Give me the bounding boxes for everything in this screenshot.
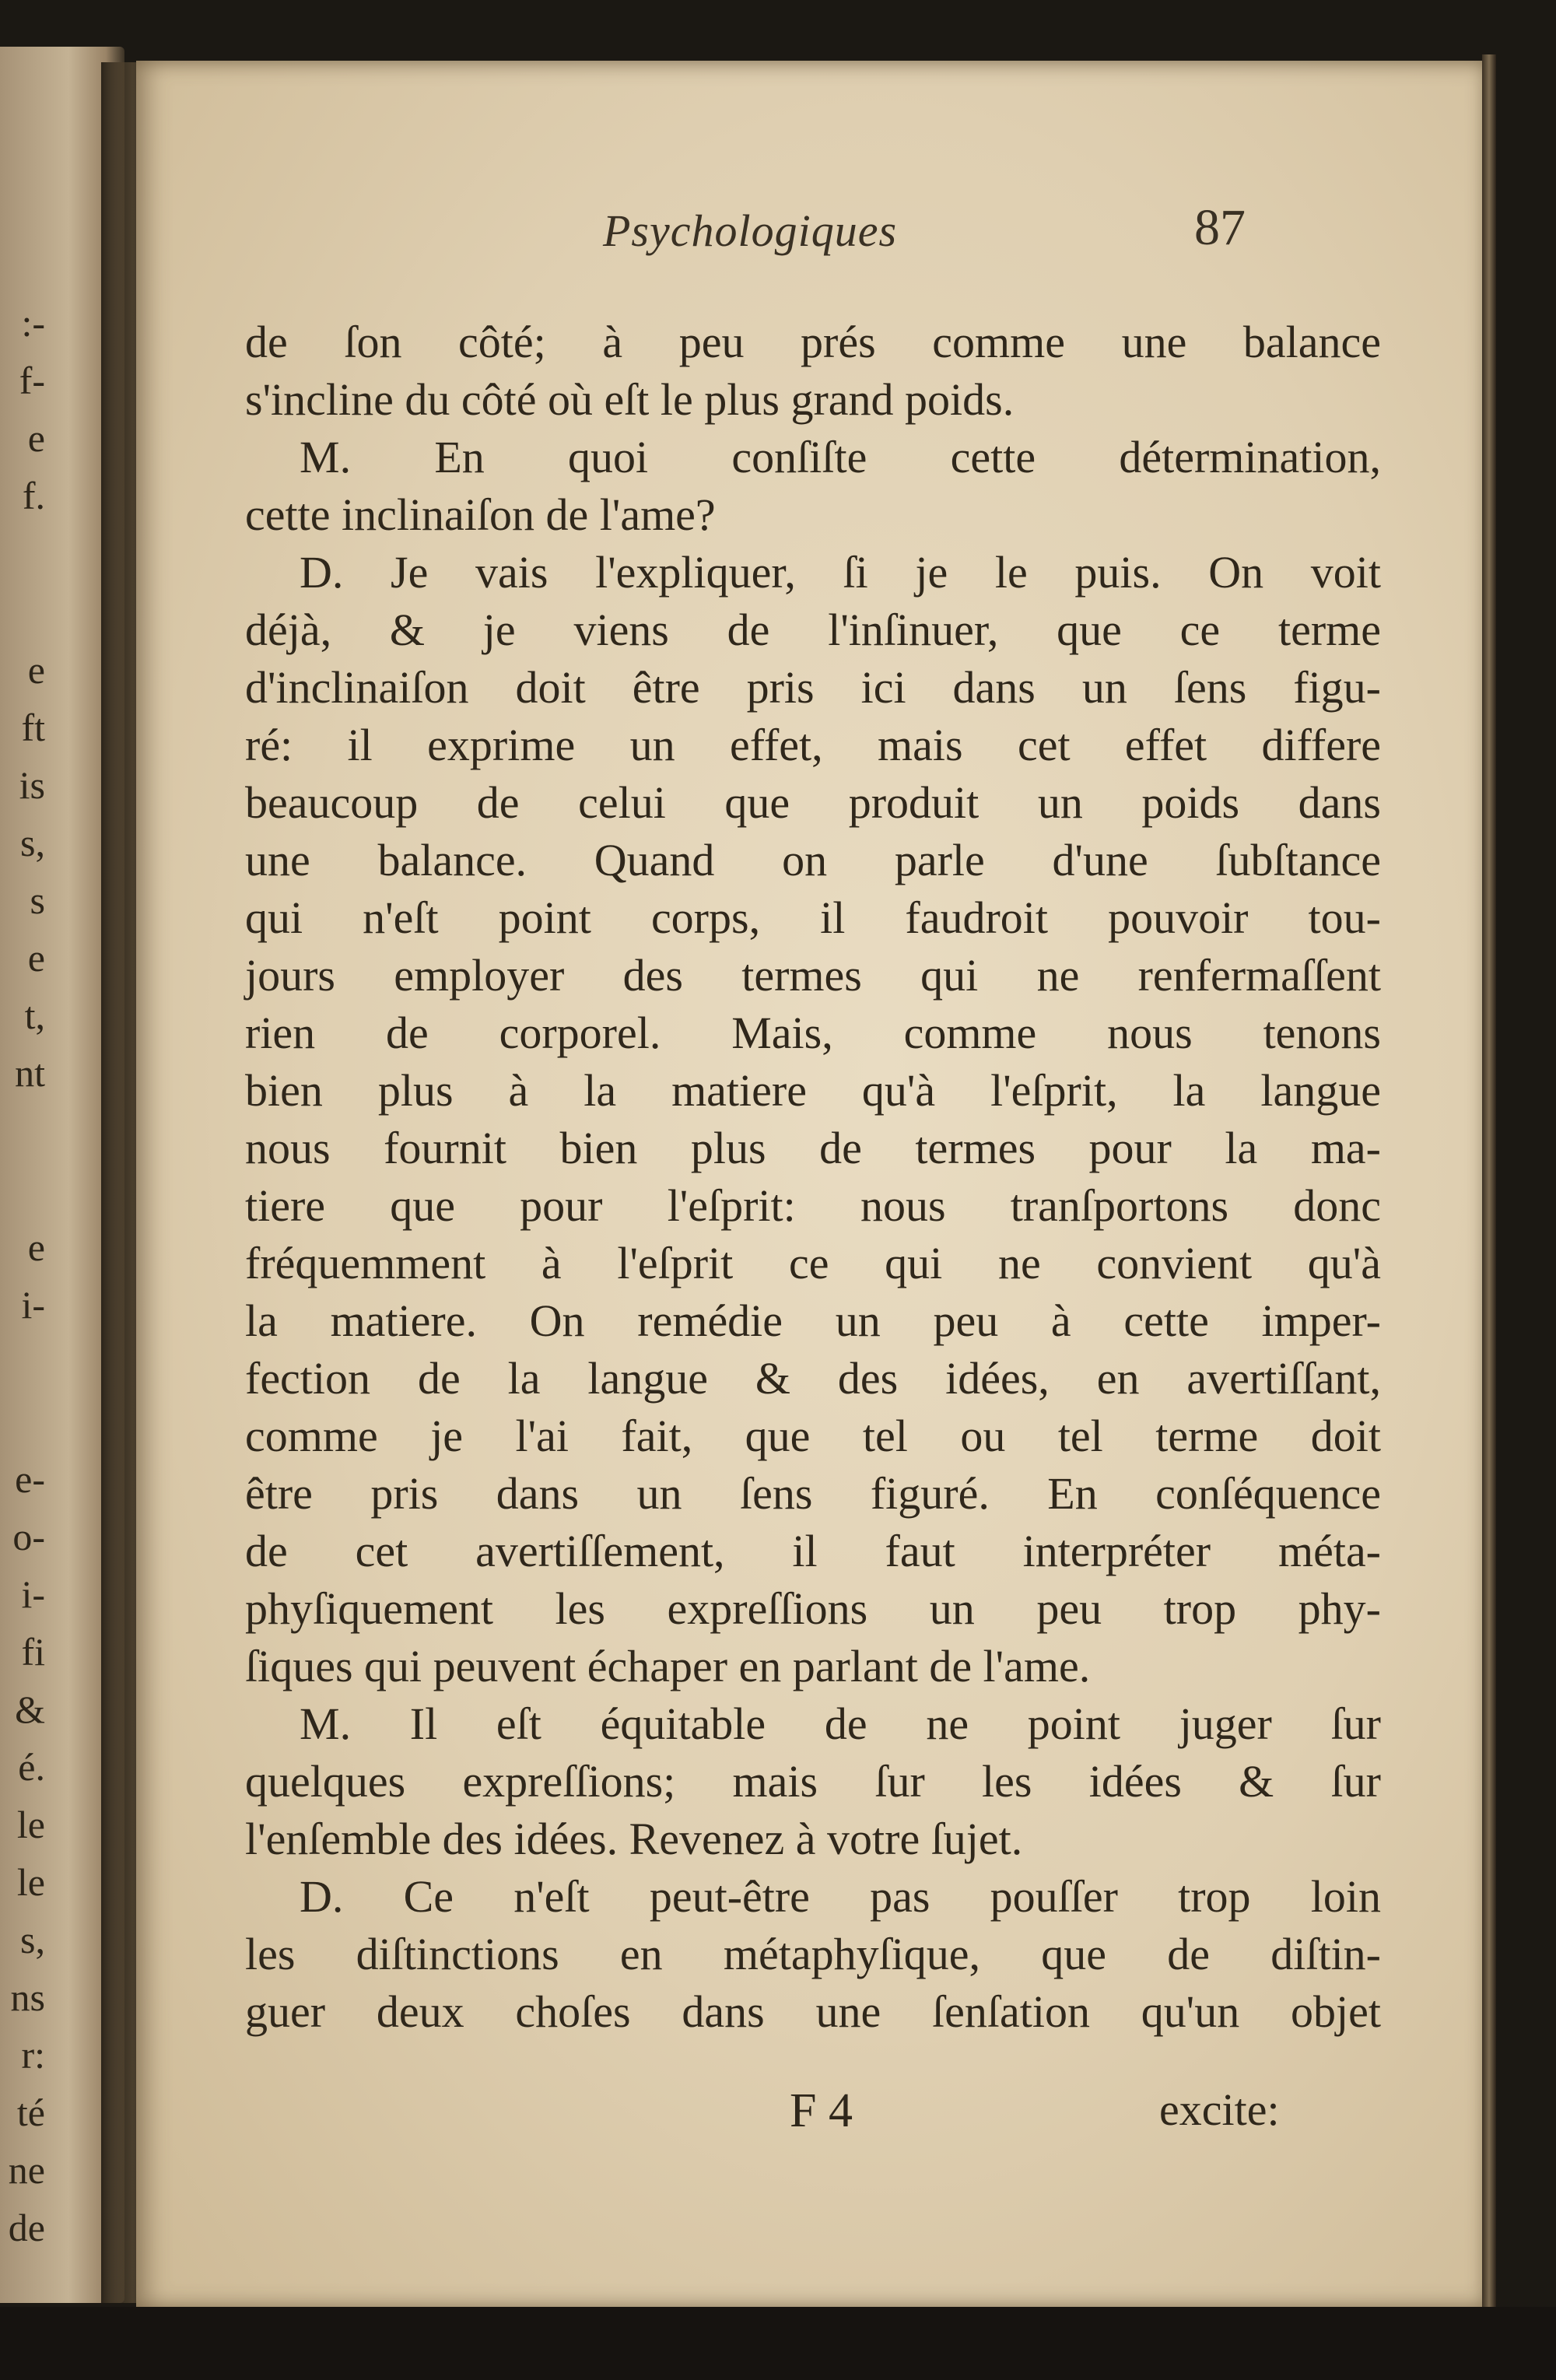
left-page-fragment: s,	[20, 821, 45, 864]
left-page-fragment: nt	[15, 1051, 45, 1095]
text-line: ré: il exprime un effet, mais cet effet differe	[245, 720, 1381, 770]
left-page-fragment: e	[27, 936, 45, 980]
text-line: nous fournit bien plus de termes pour la ma-	[245, 1123, 1381, 1173]
text-line: guer deux choſes dans une ſenſation qu'un objet	[245, 1986, 1381, 2037]
running-head: Psychologiques	[603, 205, 898, 256]
text-line: d'inclinaiſon doit être pris ici dans un ſens figu-	[245, 662, 1381, 713]
text-line: de cet avertiſſement, il faut interpréter méta-	[245, 1526, 1381, 1576]
left-page-fragment: le	[16, 1803, 45, 1846]
text-line: cette inclinaiſon de l'ame?	[245, 489, 716, 540]
text-line: être pris dans un ſens figuré. En conſéquence	[245, 1468, 1381, 1519]
text-line: jours employer des termes qui ne renfermaſſent	[245, 950, 1381, 1001]
left-page-fragment: fi	[21, 1630, 45, 1674]
text-line: phyſiquement les expreſſions un peu trop phy-	[245, 1583, 1381, 1634]
left-page-fragment: i-	[21, 1572, 45, 1616]
scan-background	[0, 2307, 1556, 2380]
text-line: de ſon côté; à peu prés comme une balance	[245, 317, 1381, 367]
page-header	[136, 199, 1490, 275]
left-page-fragment: i-	[21, 1283, 45, 1327]
text-line: M. Il eſt équitable de ne point juger ſur	[300, 1698, 1381, 1749]
text-line: les diſtinctions en métaphyſique, que de diſtin-	[245, 1929, 1381, 1979]
page	[136, 61, 1496, 2309]
left-page-fragment: o-	[12, 1515, 45, 1558]
text-line: D. Je vais l'expliquer, ſi je le puis. On voit	[300, 547, 1381, 598]
left-page-fragment: s,	[20, 1918, 45, 1961]
left-page-fragment	[0, 1343, 45, 1460]
left-page-fragment: f.	[22, 474, 45, 517]
left-page-fragment: f-	[19, 359, 45, 402]
left-page-fragment: é.	[18, 1745, 45, 1789]
text-line: la matiere. On remédie un peu à cette imper-	[245, 1295, 1381, 1346]
text-line: fréquemment à l'eſprit ce qui ne convient qu'à	[245, 1238, 1381, 1288]
left-page-fragment: ft	[21, 706, 45, 749]
text-line: comme je l'ai fait, que tel ou tel terme doit	[245, 1411, 1381, 1461]
left-page-fragment: e	[27, 416, 45, 460]
text-line: ſiques qui peuvent échaper en parlant de l'ame.	[245, 1641, 1091, 1691]
left-page-fragment: r:	[21, 2033, 45, 2077]
page-number: 87	[1194, 199, 1246, 256]
left-page-fragment: ne	[8, 2148, 45, 2192]
left-page-fragment: is	[19, 763, 45, 807]
page-edge	[1482, 54, 1496, 2311]
text-line: qui n'eſt point corps, il faudroit pouvoir tou-	[245, 892, 1381, 943]
text-line: tiere que pour l'eſprit: nous tranſportons donc	[245, 1180, 1381, 1231]
left-page-fragment	[0, 1111, 45, 1228]
text-line: l'enſemble des idées. Revenez à votre ſujet.	[245, 1814, 1023, 1864]
text-line: D. Ce n'eſt peut-être pas pouſſer trop loin	[300, 1871, 1381, 1922]
text-line: quelques expreſſions; mais ſur les idées & ſur	[245, 1756, 1381, 1807]
left-page-fragment: s	[30, 878, 45, 922]
left-page-fragment: e	[27, 648, 45, 692]
catchword: excite:	[1159, 2084, 1280, 2135]
text-line: rien de corporel. Mais, comme nous tenons	[245, 1008, 1381, 1058]
text-line: beaucoup de celui que produit un poids dans	[245, 777, 1381, 828]
left-page-fragment: ns	[10, 1975, 45, 2019]
text-line: déjà, & je viens de l'inſinuer, que ce terme	[245, 605, 1381, 655]
left-page-fragment: té	[16, 2091, 45, 2134]
body-text	[245, 314, 1381, 2041]
left-page-fragment: e	[27, 1225, 45, 1269]
left-page-fragment	[0, 534, 45, 650]
text-line: fection de la langue & des idées, en avertiſſant,	[245, 1353, 1381, 1404]
text-line: s'incline du côté où eſt le plus grand poids.	[245, 374, 1015, 425]
text-line: M. En quoi conſiſte cette détermination,	[300, 432, 1381, 482]
text-line: bien plus à la matiere qu'à l'eſprit, la langue	[245, 1065, 1381, 1116]
left-page-fragment: le	[16, 1860, 45, 1904]
left-page-fragment: :-	[21, 301, 45, 345]
signature-mark: F 4	[790, 2084, 853, 2137]
left-page-fragment: de	[8, 2206, 45, 2249]
left-page-fragment: &	[15, 1688, 45, 1731]
left-page-text-fragments	[0, 303, 45, 2266]
left-page-fragment: e-	[15, 1457, 45, 1501]
text-line: une balance. Quand on parle d'une ſubſtance	[245, 835, 1381, 885]
left-page-fragment: t,	[24, 994, 45, 1037]
